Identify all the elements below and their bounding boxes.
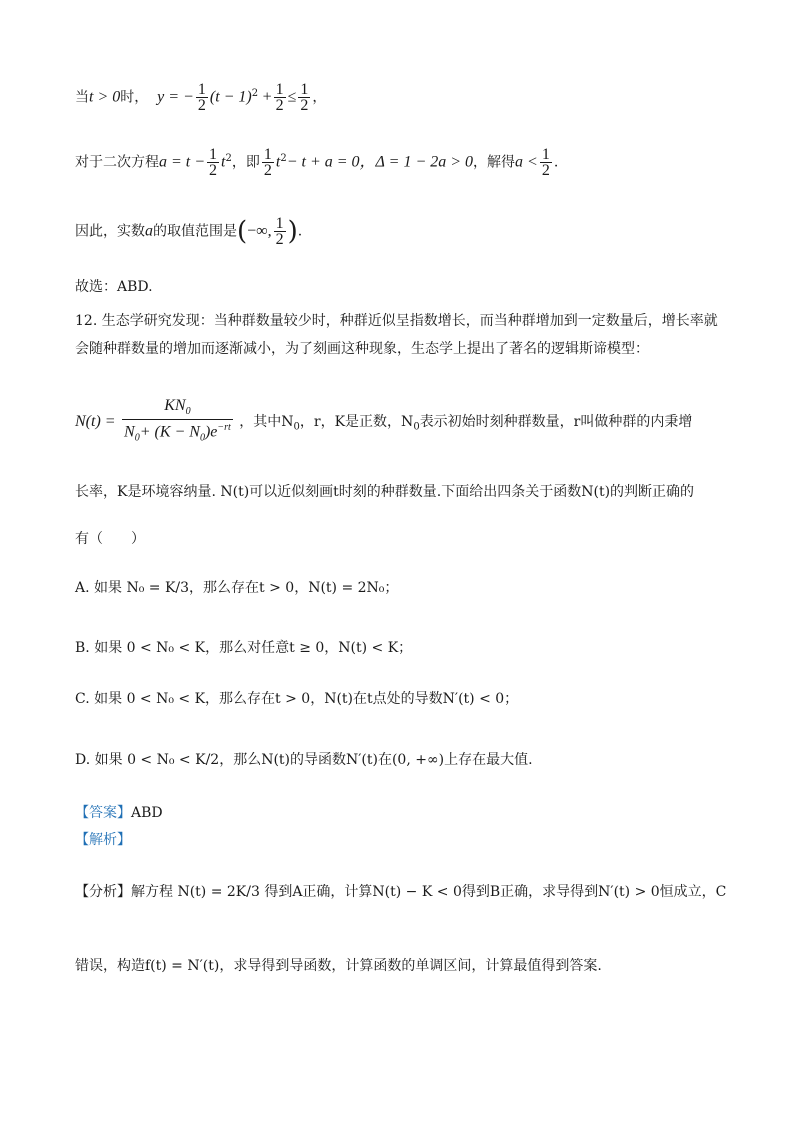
frac-half: $\frac{1}{2}$ <box>197 81 206 114</box>
frac-half: $\frac{1}{2}$ <box>209 146 218 179</box>
fenxi-line-2 <box>75 956 602 976</box>
answer-value: ABD <box>131 805 163 821</box>
math-interval: −∞, <box>247 222 272 240</box>
text-end: . <box>297 223 303 240</box>
model-tail-3: 表示初始时刻种群数量，r叫做种群的内秉增 <box>419 413 693 430</box>
option-d <box>75 750 533 770</box>
text-prefix: 当 <box>75 89 89 106</box>
q12-text-2: 会随种群数量的增加而逐渐减小，为了刻画这种现象，生态学上提出了著名的逻辑斯谛模型： <box>75 341 649 357</box>
math-paren: (t − 1) <box>209 88 252 106</box>
paren-close: ) <box>287 216 298 247</box>
q12-text-4: 有（ ） <box>75 531 145 547</box>
math-t: t <box>221 153 226 171</box>
math-a-lt: a < <box>515 153 538 171</box>
q12-text-3: 长率，K是环境容纳量. N(t)可以近似刻画t时刻的种群数量.下面给出四条关于函数N(t)的判断正确的 <box>75 484 695 500</box>
math-sq: 2 <box>225 152 232 164</box>
text-ji: ，即 <box>231 154 260 171</box>
option-b <box>75 638 412 658</box>
math-sq: 2 <box>251 87 259 99</box>
model-lhs: N(t) = <box>75 412 116 430</box>
math-leq: ≤ <box>287 88 297 106</box>
math-expr: y = − <box>157 88 194 106</box>
text-end: ， <box>312 89 327 106</box>
line-when-t-positive <box>75 82 326 113</box>
option-a-text: A. 如果 N₀ = K/3，那么存在t > 0，N(t) = 2N₀； <box>75 580 399 596</box>
option-d-text: D. 如果 0 < N₀ < K/2，那么N(t)的导函数N′(t)在(0, +∞)上存在最大值. <box>75 752 533 768</box>
frac-half-2: $\frac{1}{2}$ <box>263 146 272 179</box>
frac-half-3: $\frac{1}{2}$ <box>300 81 309 114</box>
q12-paragraph-2 <box>75 339 649 359</box>
option-c <box>75 689 518 709</box>
text-prefix: 对于二次方程 <box>75 154 159 171</box>
math-plus: + <box>262 88 272 106</box>
option-a <box>75 578 398 598</box>
line-quadratic <box>75 147 558 178</box>
option-b-text: B. 如果 0 < N₀ < K，那么对任意t ≥ 0，N(t) < K； <box>75 640 413 656</box>
math-a-eq: a = t − <box>159 153 206 171</box>
analysis-label: 【解析】 <box>75 832 131 848</box>
q12-paragraph-4 <box>75 529 145 549</box>
math-cond: t > 0 <box>89 88 121 106</box>
model-frac: $\frac{KN_0}{N_0+ (K - N_0)e^{-rt}}$ <box>124 397 231 444</box>
fenxi-line-1 <box>75 882 726 902</box>
analysis-line <box>75 830 131 850</box>
option-c-text: C. 如果 0 < N₀ < K，那么存在t > 0，N(t)在t点处的导数N′(t) < 0； <box>75 691 519 707</box>
math-t-2: t <box>275 153 281 171</box>
frac-half: $\frac{1}{2}$ <box>275 215 284 248</box>
fenxi-text-2: 错误，构造f(t) = N′(t)，求导得到导函数，计算函数的单调区间，计算最值得到答案. <box>75 958 602 974</box>
text-prefix: 因此，实数 <box>75 223 145 240</box>
q12-paragraph-1 <box>75 311 718 331</box>
frac-half-3: $\frac{1}{2}$ <box>541 146 550 179</box>
q12-text-1: 12. 生态学研究发现：当种群数量较少时，种群近似呈指数增长，而当种群增加到一定数量后，增长率就 <box>75 313 718 329</box>
text-mid: 时， <box>120 89 149 106</box>
text-choice: 故选：ABD. <box>75 279 153 295</box>
text-mid: 的取值范围是 <box>153 223 237 240</box>
fenxi-label: 【分析】 <box>75 884 131 900</box>
line-range <box>75 216 302 247</box>
text-end: . <box>553 154 559 171</box>
answer-label: 【答案】 <box>75 805 131 821</box>
frac-half-2: $\frac{1}{2}$ <box>275 81 284 114</box>
math-sq-2: 2 <box>280 152 287 164</box>
math-disc: ，Δ = 1 − 2a > 0 <box>359 153 474 171</box>
q12-paragraph-3 <box>75 482 694 502</box>
answer-line <box>75 803 163 823</box>
fenxi-text-1: 解方程 N(t) = 2K/3 得到A正确，计算N(t) − K < 0得到B正确，求导得到N′(t) > 0恒成立，C <box>131 884 727 900</box>
model-tail: ，其中N <box>239 413 294 430</box>
model-tail-2: ，r，K是正数，N <box>299 413 414 430</box>
q12-model-line: N(t) = $\frac{KN_0}{N_0+ (K - N_0)e^{-rt}}$ ，其中$N_0$，r，K是正数，$N_0$表示初始时刻种群数量，r叫做种群的内秉增 <box>75 397 693 444</box>
line-choice <box>75 277 153 297</box>
text-solve: ，解得 <box>473 154 516 171</box>
math-eq2: − t + a = 0 <box>286 153 360 171</box>
math-a: a <box>145 222 153 240</box>
paren-open: ( <box>237 216 248 247</box>
